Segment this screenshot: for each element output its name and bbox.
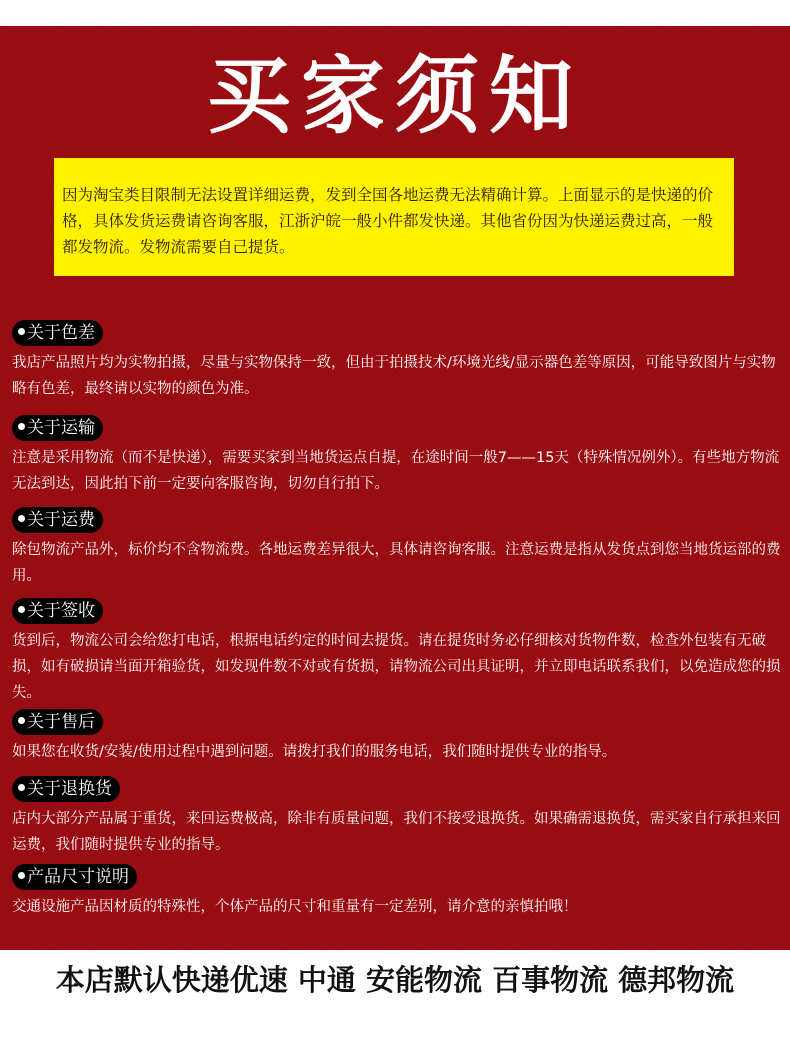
bullet-dot-icon <box>18 515 25 522</box>
section-heading-pill <box>12 776 120 802</box>
section-text: 货到后，物流公司会给您打电话，根据电话约定的时间去提货。请在提货时务必仔细核对货物件数，检查外包装有无破损，如有破损请当面开箱验货，如发现件数不对或有货损，请物流公司出具证明，并立即电话联系我们，以免造成您的损失。 <box>12 633 781 701</box>
section-transport <box>12 415 782 497</box>
section-heading: 关于运费 <box>27 510 95 530</box>
section-receiving <box>12 598 782 706</box>
section-color-difference <box>12 320 782 402</box>
bullet-dot-icon <box>18 784 25 791</box>
section-returns <box>12 776 782 858</box>
section-heading-pill <box>12 507 103 533</box>
bullet-dot-icon <box>18 872 25 879</box>
section-text: 交通设施产品因材质的特殊性，个体产品的尺寸和重量有一定差别，请介意的亲慎拍哦！ <box>12 899 578 915</box>
default-couriers-text: 本店默认快递优速 中通 安能物流 百事物流 德邦物流 <box>55 963 735 997</box>
bullet-dot-icon <box>18 423 25 430</box>
section-text: 如果您在收货/安装/使用过程中遇到问题。请拨打我们的服务电话，我们随时提供专业的指导。 <box>12 744 617 760</box>
section-heading-pill <box>12 598 103 624</box>
bullet-dot-icon <box>18 717 25 724</box>
section-after-sales <box>12 709 782 765</box>
section-heading: 关于售后 <box>27 712 95 732</box>
section-heading: 产品尺寸说明 <box>27 867 129 887</box>
section-heading: 关于色差 <box>27 323 95 343</box>
section-heading: 关于运输 <box>27 418 95 438</box>
section-heading: 关于退换货 <box>27 779 112 799</box>
notice-poster <box>0 26 790 950</box>
bullet-dot-icon <box>18 606 25 613</box>
section-shipping-fee <box>12 507 782 589</box>
footer-banner <box>0 950 790 1042</box>
bullet-dot-icon <box>18 328 25 335</box>
section-text: 注意是采用物流（而不是快递），需要买家到当地货运点自提，在途时间一般7——15天（特殊情况例外）。有些地方物流无法到达，因此拍下前一定要向客服咨询，切勿自行拍下。 <box>12 450 780 492</box>
section-text: 店内大部分产品属于重货，来回运费极高，除非有质量问题，我们不接受退换货。如果确需退换货，需买家自行承担来回运费，我们随时提供专业的指导。 <box>12 811 781 853</box>
section-text: 我店产品照片均为实物拍摄，尽量与实物保持一致，但由于拍摄技术/环境光线/显示器色差等原因，可能导致图片与实物略有色差，最终请以实物的颜色为准。 <box>12 355 776 397</box>
section-heading: 关于签收 <box>27 601 95 621</box>
section-heading-pill <box>12 320 103 346</box>
page-title: 买家须知 <box>206 47 583 145</box>
shipping-notice-box: 因为淘宝类目限制无法设置详细运费，发到全国各地运费无法精确计算。上面显示的是快递的价格，具体发货运费请咨询客服，江浙沪皖一般小件都发快递。其他省份因为快递运费过高，一般都发物流。发物流需要自己提货。 <box>54 158 734 276</box>
section-product-size <box>12 864 782 920</box>
section-heading-pill <box>12 709 103 735</box>
section-heading-pill <box>12 415 103 441</box>
section-heading-pill <box>12 864 137 890</box>
section-text: 除包物流产品外，标价均不含物流费。各地运费差异很大，具体请咨询客服。注意运费是指从发货点到您当地货运部的费用。 <box>12 542 781 584</box>
